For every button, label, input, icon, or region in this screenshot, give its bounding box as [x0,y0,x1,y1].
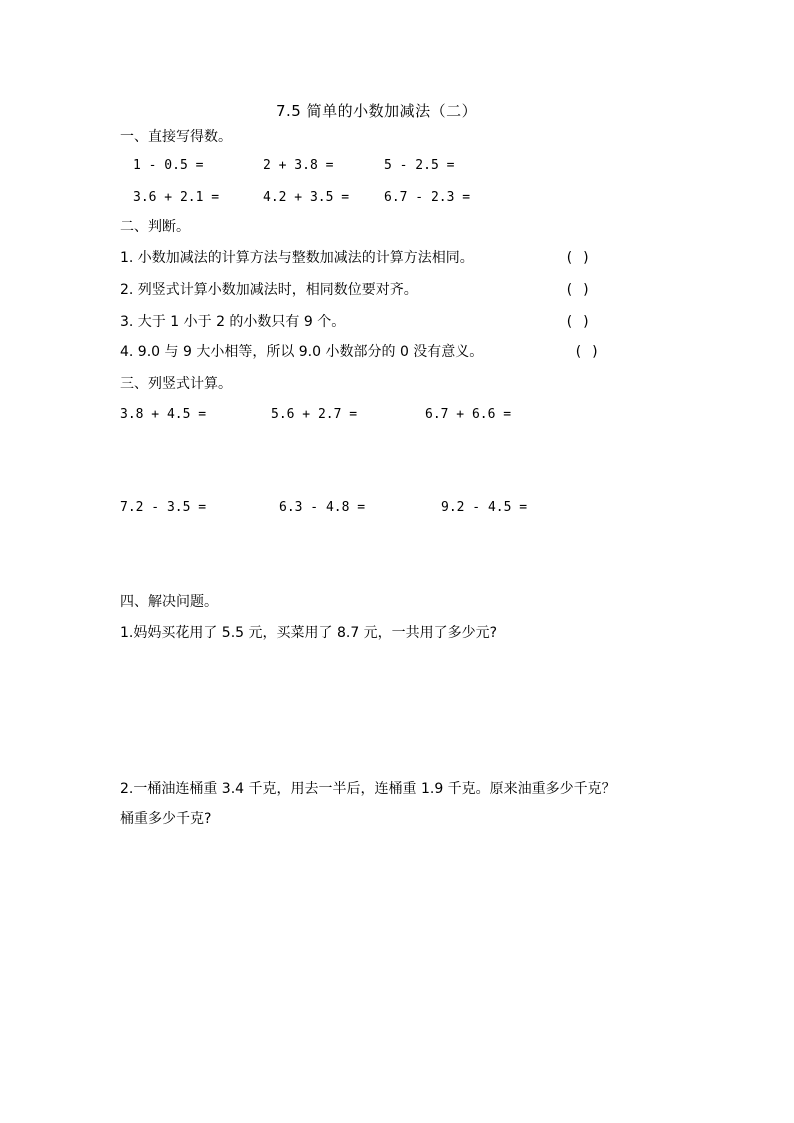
judgement-item-2: 2. 列竖式计算小数加减法时，相同数位要对齐。 [120,282,418,298]
vertical-calc-problem: 7.2 - 3.5 = [120,500,207,515]
equation: 1 - 0.5 = [133,158,204,173]
word-problem-1: 1.妈妈买花用了 5.5 元，买菜用了 8.7 元，一共用了多少元? [120,625,498,641]
equation: 2 + 3.8 = [263,158,334,173]
word-problem-2-line2: 桶重多少千克? [120,811,212,827]
vertical-calc-problem: 6.3 - 4.8 = [279,500,366,515]
vertical-calc-problem: 6.7 + 6.6 = [425,407,512,422]
equation: 3.6 + 2.1 = [133,190,220,205]
section-heading-judgement: 二、判断。 [120,219,190,235]
vertical-calc-problem: 9.2 - 4.5 = [441,500,528,515]
judgement-item-1: 1. 小数加减法的计算方法与整数加减法的计算方法相同。 [120,250,474,266]
section-heading-vertical-calc: 三、列竖式计算。 [120,376,232,392]
judgement-item-3: 3. 大于 1 小于 2 的小数只有 9 个。 [120,314,346,330]
vertical-calc-problem: 3.8 + 4.5 = [120,407,207,422]
page-title: 7.5 简单的小数加减法（二） [276,102,478,120]
answer-blank-2[interactable]: ( ) [565,282,591,298]
answer-blank-1[interactable]: ( ) [565,250,591,266]
word-problem-2-line1: 2.一桶油连桶重 3.4 千克，用去一半后，连桶重 1.9 千克。原来油重多少千克？ [120,781,616,797]
answer-blank-3[interactable]: ( ) [565,314,591,330]
equation: 5 - 2.5 = [384,158,455,173]
judgement-item-4: 4. 9.0 与 9 大小相等，所以 9.0 小数部分的 0 没有意义。 [120,344,484,360]
vertical-calc-problem: 5.6 + 2.7 = [271,407,358,422]
section-heading-oral-calc: 一、直接写得数。 [120,129,232,145]
section-heading-word-problems: 四、解决问题。 [120,594,218,610]
equation: 4.2 + 3.5 = [263,190,350,205]
answer-blank-4[interactable]: ( ) [574,344,600,360]
equation: 6.7 - 2.3 = [384,190,471,205]
